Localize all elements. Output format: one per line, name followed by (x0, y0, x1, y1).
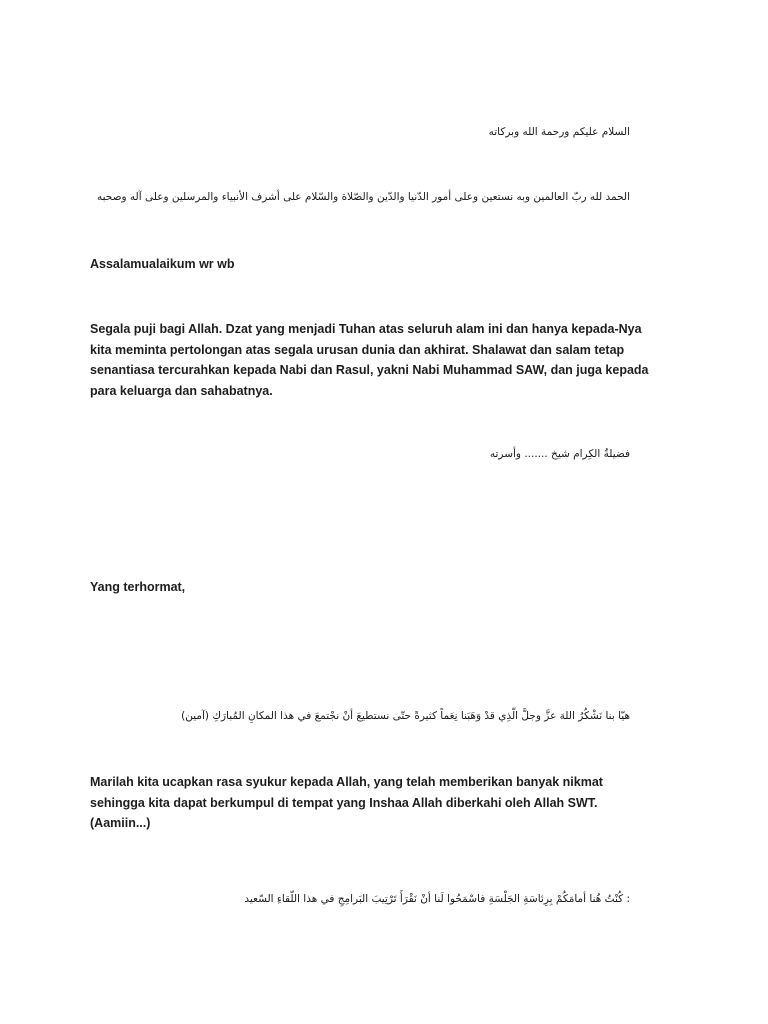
gratitude-paragraph: Marilah kita ucapkan rasa syukur kepada Allah, yang telah memberikan banyak nikmat sehingga kita dapat berkumpul di tempat yang Inshaa Allah diberkahi oleh Allah SWT. (Aamiin...) (90, 775, 603, 830)
arabic-salam: السلام عليكم ورحمة الله وبركاته (488, 126, 630, 138)
salam-latin: Assalamualaikum wr wb (90, 257, 235, 271)
arabic-gratitude: هيّا بنا نَشْكُرُ اللهَ عزَّ وجلَّ الّذِي قدْ وَهَبَنا نِعَماً كثيرةً حتّى نستطيعَ أنْ نجْتمعَ في هذا المكانِ المُبارَكِ (آمين) (181, 710, 630, 722)
honorific: Yang terhormat, (90, 580, 186, 594)
opening-paragraph: Segala puji bagi Allah. Dzat yang menjadi Tuhan atas seluruh alam ini dan hanya kepada-Nya kita meminta pertolongan atas segala urusan dunia dan akhirat. Shalawat dan salam tetap senantiasa tercurahkan kepada Nabi dan Rasul, yakni Nabi Muhammad SAW, dan juga kepada para keluarga dan sahabatnya. (90, 322, 649, 398)
arabic-mc-intro: : كُنْتُ هُنا أمامَكُمْ بِرِئاسَةِ الجَلْسَةِ فاسْمَحُوا لَنا أنْ نَقْرَأَ تَرْتِيبَ البَرامِجِ في هذا اللّقاءِ السّعيد (244, 893, 630, 905)
arabic-hamdalah: الحمد لله ربّ العالمين وبه نستعين وعلى أمور الدّنيا والدّين والصّلاة والسّلام على أشرف الأنبياء والمرسلين وعلى آله وصحبه (97, 191, 630, 203)
arabic-address: فضيلةُ الكِرام شيخ ....... وأسرته (489, 448, 630, 460)
